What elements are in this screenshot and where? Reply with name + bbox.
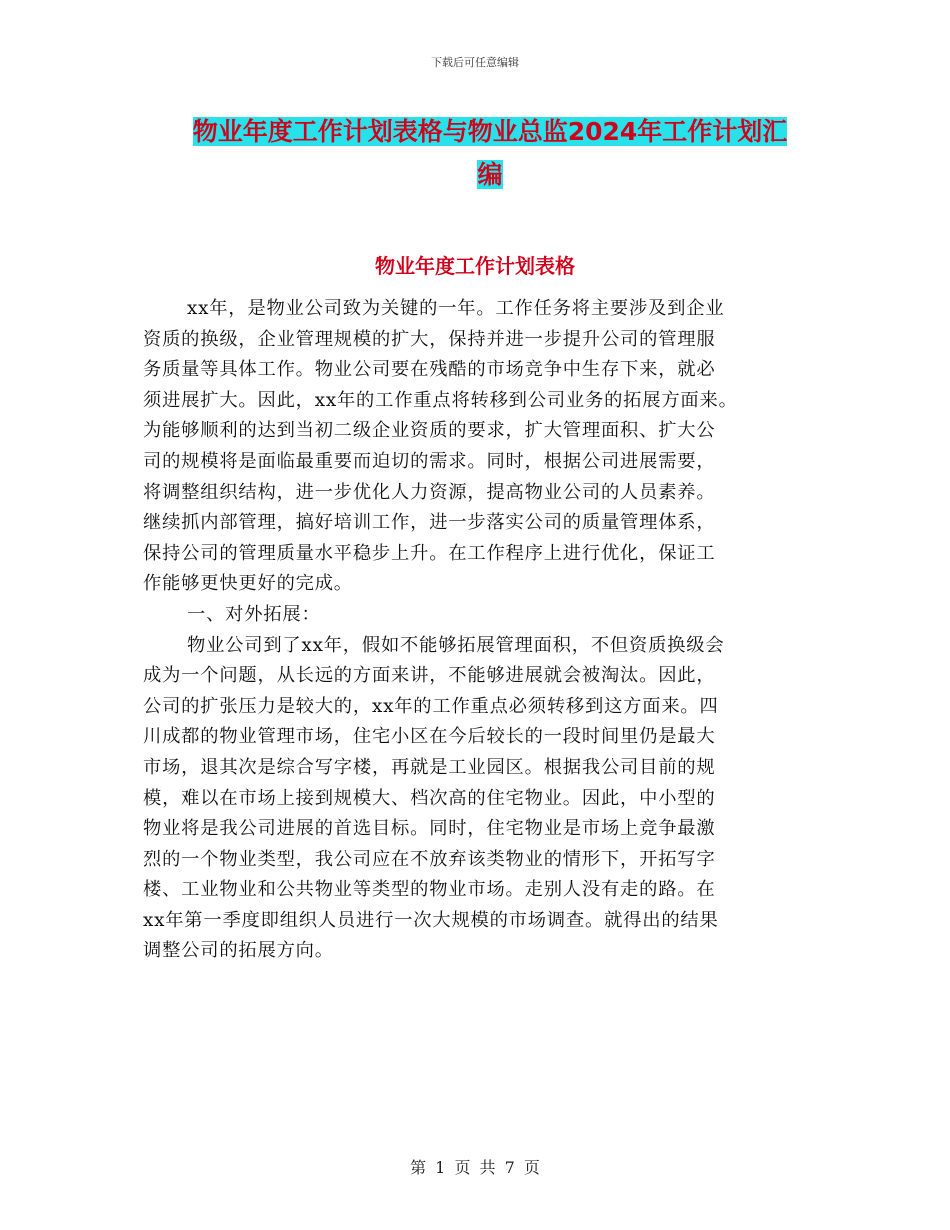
paragraph-line: 公司的扩张压力是较大的，xx年的工作重点必须转移到这方面来。四 [143,695,719,717]
paragraph-line: xx年第一季度即组织人员进行一次大规模的市场调查。就得出的结果 [143,909,719,931]
document-title-line-1: 物业年度工作计划表格与物业总监2024年工作计划汇 [192,117,788,146]
paragraph-line: 楼、工业物业和公共物业等类型的物业市场。走别人没有走的路。在 [143,879,716,901]
paragraph-line: 资质的换级，企业管理规模的扩大，保持并进一步提升公司的管理服 [143,328,716,350]
paragraph-line: 作能够更快更好的完成。 [143,573,353,595]
section-subtitle: 物业年度工作计划表格 [375,254,575,278]
paragraph-line: 物业公司到了xx年，假如不能够拓展管理面积，不但资质换级会 [187,634,725,656]
paragraph-line: 司的规模将是面临最重要而迫切的需求。同时，根据公司进展需要， [143,450,716,472]
paragraph-line: 市场，退其次是综合写字楼，再就是工业园区。根据我公司目前的规 [143,756,716,778]
document-title [140,110,840,196]
paragraph-line: 模，难以在市场上接到规模大、档次高的住宅物业。因此，中小型的 [143,787,716,809]
paragraph-line: 保持公司的管理质量水平稳步上升。在工作程序上进行优化，保证工 [143,542,716,564]
paragraph-line: xx年，是物业公司致为关键的一年。工作任务将主要涉及到企业 [187,298,725,319]
paragraph-line: 为能够顺利的达到当初二级企业资质的要求，扩大管理面积、扩大公 [143,420,716,442]
page-footer: 第 1 页 共 7 页 [410,1158,540,1177]
paragraph-line: 成为一个问题，从长远的方面来讲，不能够进展就会被淘汰。因此， [143,665,716,687]
paragraph-line: 川成都的物业管理市场，住宅小区在今后较长的一段时间里仍是最大 [143,726,716,748]
paragraph-line: 物业将是我公司进展的首选目标。同时，住宅物业是市场上竞争最激 [143,818,716,840]
document-title-line-2: 编 [477,160,503,189]
paragraph-line: 务质量等具体工作。物业公司要在残酷的市场竞争中生存下来，就必 [143,359,716,381]
body-text [143,294,813,967]
paragraph-line: 烈的一个物业类型，我公司应在不放弃该类物业的情形下，开拓写字 [143,848,716,870]
section-heading: 一、对外拓展： [187,603,321,625]
paragraph-line: 须进展扩大。因此，xx年的工作重点将转移到公司业务的拓展方面来。 [143,389,738,411]
paragraph-line: 将调整组织结构，进一步优化人力资源，提高物业公司的人员素养。 [143,481,716,503]
paragraph-line: 继续抓内部管理，搞好培训工作，进一步落实公司的质量管理体系， [143,512,716,534]
paragraph-line: 调整公司的拓展方向。 [143,940,334,962]
header-note: 下载后可任意编辑 [431,56,519,69]
